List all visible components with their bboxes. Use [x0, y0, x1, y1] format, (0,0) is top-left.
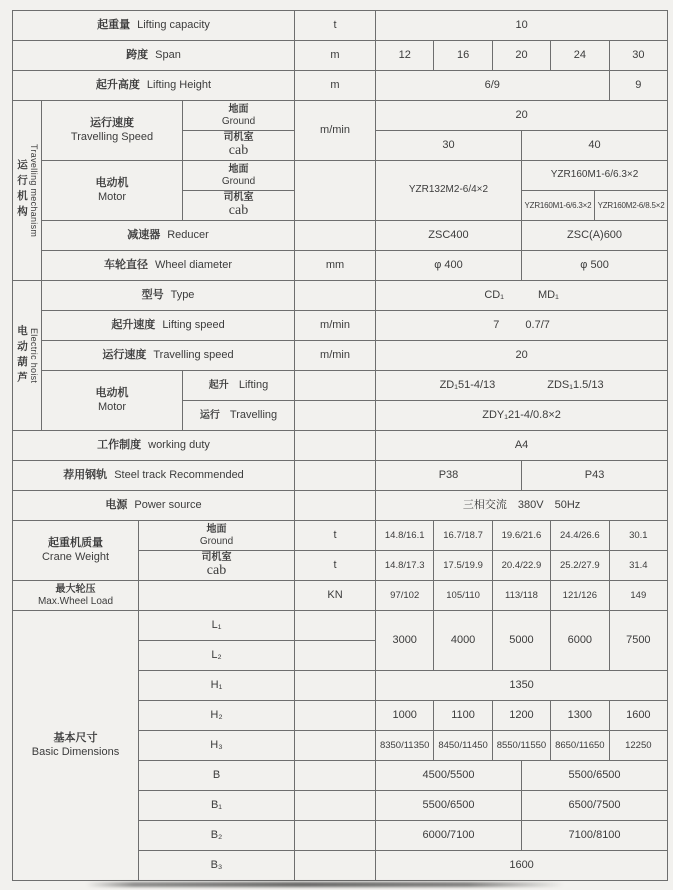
span-value: 24: [551, 41, 609, 71]
crane-weight-value: 14.8/16.1: [376, 521, 434, 551]
row-wheel-diameter: [13, 251, 668, 281]
crane-weight-ground-unit: t: [295, 521, 376, 551]
power-source-label: 电源 Power source: [13, 491, 295, 521]
reducer-left-value: ZSC400: [376, 221, 522, 251]
row-steel-track: [13, 461, 668, 491]
dim-h3-value: 12250: [609, 731, 668, 761]
wheel-diameter-right-value: φ 500: [521, 251, 667, 281]
dim-b2-right-value: 7100/8100: [521, 821, 667, 851]
travel-speed-cab-right: 40: [521, 131, 667, 161]
dim-l1-sublabel: L₁: [139, 611, 295, 641]
wheel-diameter-label: 车轮直径 Wheel diameter: [42, 251, 295, 281]
mech-motor-left-value: YZR132M2-6/4×2: [376, 161, 522, 221]
dim-h1-unit: [295, 671, 376, 701]
hoist-type-value: CD₁ MD₁: [376, 281, 668, 311]
dim-l2-sublabel: L₂: [139, 641, 295, 671]
max-wheel-load-spacer: [139, 581, 295, 611]
mech-motor-label: 电动机 Motor: [42, 161, 183, 221]
hoist-motor-travelling-unit: [295, 401, 376, 431]
travel-speed-cab-left: 30: [376, 131, 522, 161]
max-wheel-load-value: 121/126: [551, 581, 609, 611]
dim-l-value: 6000: [551, 611, 609, 671]
steel-track-right-value: P43: [521, 461, 667, 491]
dim-l2-unit: [295, 641, 376, 671]
hoist-type-label: 型号 Type: [42, 281, 295, 311]
lifting-capacity-label: 起重量 Lifting capacity: [13, 11, 295, 41]
span-value: 12: [376, 41, 434, 71]
dim-h2-sublabel: H₂: [139, 701, 295, 731]
electric-hoist-strip: 电动葫芦 Electric hoist: [13, 281, 42, 431]
max-wheel-load-value: 113/118: [492, 581, 550, 611]
hoist-travel-speed-label: 运行速度 Travelling speed: [42, 341, 295, 371]
row-travel-speed-ground: [13, 101, 668, 131]
wheel-diameter-left-value: φ 400: [376, 251, 522, 281]
mech-motor-right-top-value: YZR160M1-6/6.3×2: [521, 161, 667, 191]
reducer-right-value: ZSC(A)600: [521, 221, 667, 251]
span-label: 跨度 Span: [13, 41, 295, 71]
mech-motor-right-bottom-left: YZR160M1-6/6.3×2: [521, 191, 594, 221]
mech-motor-cab-sublabel: 司机室 cab: [183, 191, 295, 221]
hoist-lifting-speed-label: 起升速度 Lifting speed: [42, 311, 295, 341]
crane-weight-value: 17.5/19.9: [434, 551, 492, 581]
hoist-type-unit: [295, 281, 376, 311]
reducer-label: 减速器 Reducer: [42, 221, 295, 251]
travel-speed-label: 运行速度 Travelling Speed: [42, 101, 183, 161]
working-duty-value: A4: [376, 431, 668, 461]
dim-b2-sublabel: B₂: [139, 821, 295, 851]
dim-h3-value: 8650/11650: [551, 731, 609, 761]
row-span: [13, 41, 668, 71]
working-duty-unit: [295, 431, 376, 461]
crane-weight-cab-unit: t: [295, 551, 376, 581]
dim-h1-value: 1350: [376, 671, 668, 701]
dim-b1-unit: [295, 791, 376, 821]
span-unit: m: [295, 41, 376, 71]
dim-b-right-value: 5500/6500: [521, 761, 667, 791]
lifting-height-unit: m: [295, 71, 376, 101]
dim-b-sublabel: B: [139, 761, 295, 791]
mech-motor-unit: [295, 161, 376, 221]
hoist-lifting-speed-value: 7 0.7/7: [376, 311, 668, 341]
reducer-unit: [295, 221, 376, 251]
row-hoist-type: [13, 281, 668, 311]
crane-weight-value: 24.4/26.6: [551, 521, 609, 551]
crane-weight-ground-sublabel: 地面 Ground: [139, 521, 295, 551]
row-reducer: [13, 221, 668, 251]
row-mech-motor-ground: [13, 161, 668, 191]
hoist-motor-travelling-sublabel: 运行 Travelling: [183, 401, 295, 431]
dim-l-value: 5000: [492, 611, 550, 671]
max-wheel-load-value: 105/110: [434, 581, 492, 611]
lifting-capacity-unit: t: [295, 11, 376, 41]
scan-shadow: [86, 882, 564, 887]
span-value: 30: [609, 41, 668, 71]
crane-weight-value: 14.8/17.3: [376, 551, 434, 581]
span-value: 20: [492, 41, 550, 71]
dim-b2-left-value: 6000/7100: [376, 821, 522, 851]
travel-speed-ground-value: 20: [376, 101, 668, 131]
dim-l-value: 4000: [434, 611, 492, 671]
dim-h2-value: 1000: [376, 701, 434, 731]
dim-b3-sublabel: B₃: [139, 851, 295, 881]
dim-h3-value: 8550/11550: [492, 731, 550, 761]
travel-speed-cab-sublabel: 司机室 cab: [183, 131, 295, 161]
mech-motor-ground-sublabel: 地面 Ground: [183, 161, 295, 191]
power-source-unit: [295, 491, 376, 521]
row-lifting-height: [13, 71, 668, 101]
dim-h2-value: 1300: [551, 701, 609, 731]
travel-speed-unit: m/min: [295, 101, 376, 161]
row-lifting-capacity: [13, 11, 668, 41]
row-hoist-travel-speed: [13, 341, 668, 371]
dim-b-left-value: 4500/5500: [376, 761, 522, 791]
power-source-value: 三相交流 380V 50Hz: [376, 491, 668, 521]
dim-h2-value: 1100: [434, 701, 492, 731]
max-wheel-load-label: 最大轮压 Max.Wheel Load: [13, 581, 139, 611]
travelling-mechanism-strip: 运行机构 Travelling mechanism: [13, 101, 42, 281]
lifting-height-label: 起升高度 Lifting Height: [13, 71, 295, 101]
hoist-motor-lifting-unit: [295, 371, 376, 401]
dim-h2-value: 1200: [492, 701, 550, 731]
dim-h1-sublabel: H₁: [139, 671, 295, 701]
hoist-motor-label: 电动机 Motor: [42, 371, 183, 431]
lifting-height-value: 6/9: [376, 71, 610, 101]
crane-weight-cab-sublabel: 司机室 cab: [139, 551, 295, 581]
steel-track-label: 荐用钢轨 Steel track Recommended: [13, 461, 295, 491]
hoist-motor-lifting-value: ZD₁51-4/13 ZDS₁1.5/13: [376, 371, 668, 401]
crane-weight-value: 25.2/27.9: [551, 551, 609, 581]
dim-h3-unit: [295, 731, 376, 761]
crane-weight-value: 31.4: [609, 551, 668, 581]
lifting-capacity-value: 10: [376, 11, 668, 41]
hoist-travel-speed-unit: m/min: [295, 341, 376, 371]
hoist-lifting-speed-unit: m/min: [295, 311, 376, 341]
row-hoist-motor-lifting: [13, 371, 668, 401]
row-working-duty: [13, 431, 668, 461]
dim-l1-unit: [295, 611, 376, 641]
hoist-motor-lifting-sublabel: 起升 Lifting: [183, 371, 295, 401]
dim-b1-right-value: 6500/7500: [521, 791, 667, 821]
dim-h3-sublabel: H₃: [139, 731, 295, 761]
dim-b1-sublabel: B₁: [139, 791, 295, 821]
crane-spec-table: [12, 10, 668, 881]
travel-speed-ground-sublabel: 地面 Ground: [183, 101, 295, 131]
dim-l-value: 3000: [376, 611, 434, 671]
basic-dimensions-label: 基本尺寸 Basic Dimensions: [13, 611, 139, 881]
row-crane-weight-ground: [13, 521, 668, 551]
hoist-motor-travelling-value: ZDY₁21-4/0.8×2: [376, 401, 668, 431]
dim-b-unit: [295, 761, 376, 791]
lifting-height-value-30m: 9: [609, 71, 668, 101]
steel-track-unit: [295, 461, 376, 491]
dim-b1-left-value: 5500/6500: [376, 791, 522, 821]
row-max-wheel-load: [13, 581, 668, 611]
max-wheel-load-value: 97/102: [376, 581, 434, 611]
max-wheel-load-value: 149: [609, 581, 668, 611]
row-power-source: [13, 491, 668, 521]
span-value: 16: [434, 41, 492, 71]
steel-track-left-value: P38: [376, 461, 522, 491]
row-dim-l1: [13, 611, 668, 641]
crane-weight-value: 20.4/22.9: [492, 551, 550, 581]
dim-b3-value: 1600: [376, 851, 668, 881]
dim-h2-value: 1600: [609, 701, 668, 731]
dim-l-value: 7500: [609, 611, 668, 671]
crane-weight-label: 起重机质量 Crane Weight: [13, 521, 139, 581]
hoist-travel-speed-value: 20: [376, 341, 668, 371]
dim-h3-value: 8450/11450: [434, 731, 492, 761]
dim-b3-unit: [295, 851, 376, 881]
wheel-diameter-unit: mm: [295, 251, 376, 281]
max-wheel-load-unit: KN: [295, 581, 376, 611]
crane-weight-value: 30.1: [609, 521, 668, 551]
crane-weight-value: 19.6/21.6: [492, 521, 550, 551]
crane-weight-value: 16.7/18.7: [434, 521, 492, 551]
dim-h2-unit: [295, 701, 376, 731]
dim-h3-value: 8350/11350: [376, 731, 434, 761]
row-hoist-lifting-speed: [13, 311, 668, 341]
dim-b2-unit: [295, 821, 376, 851]
mech-motor-right-bottom-right: YZR160M2-6/8.5×2: [594, 191, 667, 221]
working-duty-label: 工作制度 working duty: [13, 431, 295, 461]
